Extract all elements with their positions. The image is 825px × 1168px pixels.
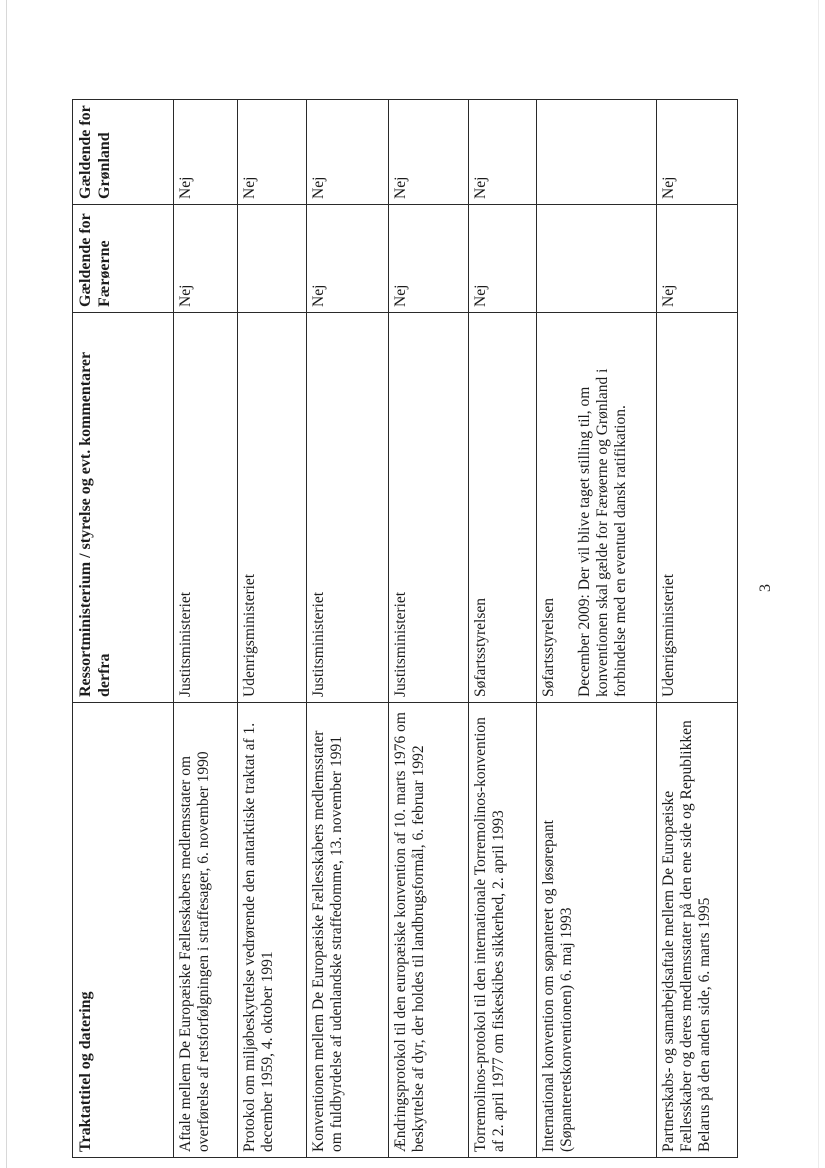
row-title: Konventionen mellem De Europæiske Fællesskabers medlemsstater om fuldbyrdelse af udenlandske straffedomme, 13. november 1991: [307, 703, 389, 1158]
row-greenland: Nej: [238, 100, 307, 205]
row-ministry: [469, 313, 537, 703]
row-title: Ændringsprotokol til den europæiske konvention af 10. marts 1976 om beskyttelse af dyr, der holdes til landbrugsformål, 6. februar 1992: [389, 703, 469, 1158]
table-row: [307, 100, 389, 1158]
header-greenland: Gældende for Grønland: [73, 100, 174, 205]
table-row: [174, 100, 238, 1158]
row-title: Torremolinos-protokol til den internationale Torremolinos-konvention af 2. april 1977 om fiskeskibes sikkerhed, 2. april 1993: [469, 703, 537, 1158]
ministry-name: Søfartsstyrelsen: [472, 597, 489, 697]
ministry-name: Søfartsstyrelsen: [540, 597, 557, 697]
ministry-name: Udenrigsministeriet: [660, 573, 677, 697]
row-ministry: [238, 313, 307, 703]
row-faroe: [238, 205, 307, 313]
scan-edge-right: [818, 0, 819, 1168]
row-faroe: Nej: [174, 205, 238, 313]
header-ministry: Ressortministerium / styrelse og evt. kommentarer derfra: [73, 313, 174, 703]
header-faroe: Gældende for Færøerne: [73, 205, 174, 313]
row-faroe: Nej: [389, 205, 469, 313]
row-greenland: Nej: [307, 100, 389, 205]
row-title: International konvention om søpanteret og løsørepant (Søpanteretskonventionen) 6. maj 1993: [537, 703, 657, 1158]
table-row: [389, 100, 469, 1158]
row-faroe: [537, 205, 657, 313]
row-faroe: Nej: [469, 205, 537, 313]
row-ministry: [307, 313, 389, 703]
header-title: Traktattitel og datering: [73, 703, 174, 1158]
treaty-table: [72, 99, 738, 1158]
ministry-name: Udenrigsministeriet: [241, 573, 258, 697]
page-number: 3: [757, 584, 774, 592]
row-greenland: Nej: [657, 100, 738, 205]
row-greenland: [537, 100, 657, 205]
ministry-name: Justitsministeriet: [177, 591, 194, 697]
ministry-name: Justitsministeriet: [392, 591, 409, 697]
row-ministry: [174, 313, 238, 703]
table-row: [537, 100, 657, 1158]
row-faroe: Nej: [307, 205, 389, 313]
row-title: Aftale mellem De Europæiske Fællesskabers medlemsstater om overførelse af retsforfølgningen i straffesager, 6. november 1990: [174, 703, 238, 1158]
scan-edge-left: [6, 0, 7, 1168]
row-ministry: [537, 313, 657, 703]
ministry-name: Justitsministeriet: [310, 591, 327, 697]
row-ministry: [657, 313, 738, 703]
table-header-row: [73, 100, 174, 1158]
ministry-note: December 2009: Der vil blive taget stilling til, om konventionen skal gælde for Færøerne og Grønland i forbindelse med en eventuel dansk ratifikation.: [576, 368, 629, 697]
row-greenland: Nej: [469, 100, 537, 205]
table-row: [469, 100, 537, 1158]
row-faroe: Nej: [657, 205, 738, 313]
rotated-table-wrapper: [72, 100, 737, 1158]
row-title: Partnerskabs- og samarbejdsaftale mellem De Europæiske Fællesskaber og deres medlemsstater på den ene side og Republikken Belarus på den anden side, 6. marts 1995: [657, 703, 738, 1158]
row-title: Protokol om miljøbeskyttelse vedrørende den antarktiske traktat af 1. december 1959, 4. oktober 1991: [238, 703, 307, 1158]
table-row: [657, 100, 738, 1158]
table-row: [238, 100, 307, 1158]
row-ministry: [389, 313, 469, 703]
row-greenland: Nej: [389, 100, 469, 205]
row-greenland: Nej: [174, 100, 238, 205]
